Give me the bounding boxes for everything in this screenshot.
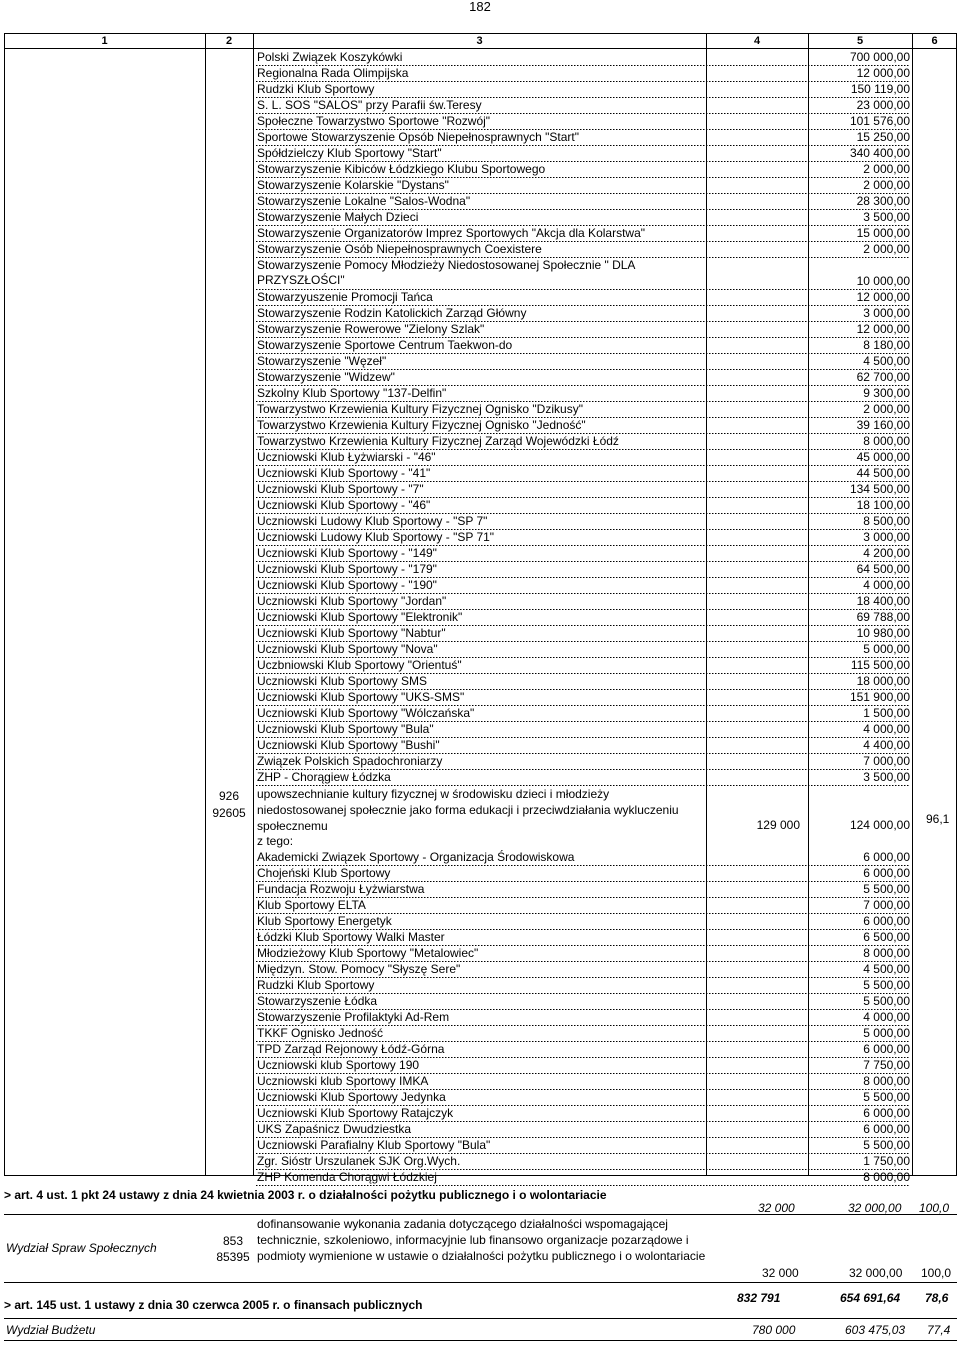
organization-name: Stowarzyszenie Lokalne "Salos-Wodna" xyxy=(257,194,471,208)
table-row xyxy=(256,450,910,466)
table-row xyxy=(256,994,910,1010)
organization-name: Stowarzyszenie "Widzew" xyxy=(257,370,395,384)
organization-name: Stowarzyszenie Małych Dzieci xyxy=(257,210,419,224)
subheader-label: z tego: xyxy=(257,834,294,848)
grant-amount: 6 000,00 xyxy=(863,1042,910,1056)
organization-name: Uczniowski Ludowy Klub Sportowy - "SP 71" xyxy=(257,530,495,544)
section-926-plan: 129 000 xyxy=(756,818,800,832)
social-description: dofinansowanie wykonania zadania dotyczącego działalności wspomagającej technicznie, szkoleniowo, informacyjnie lub finansowo organizacje pozarządowe i podmioty wymienione w ustawie o działalności pożytku publicznego i o wolontariacie xyxy=(257,1217,706,1263)
organization-name: Uczniowski Klub Sportowy - "7" xyxy=(257,482,424,496)
grant-amount: 3 000,00 xyxy=(863,306,910,320)
grant-amount: 5 500,00 xyxy=(863,1090,910,1104)
grant-amount: 101 576,00 xyxy=(849,114,910,128)
organization-name: UKS Zapaśnicz Dwudziestka xyxy=(257,1122,412,1136)
organization-name: Społeczne Towarzystwo Sportowe "Rozwój" xyxy=(257,114,491,128)
grant-amount: 4 000,00 xyxy=(863,1010,910,1024)
table-row xyxy=(256,130,910,146)
social-percent: 100,0 xyxy=(921,1266,952,1280)
organization-name: S. L. SOS "SALOS" przy Parafii św.Teresy xyxy=(257,98,482,112)
subheader-row xyxy=(256,834,910,850)
grant-amount: 28 300,00 xyxy=(856,194,910,208)
section-926-percent: 96,1 xyxy=(926,812,950,826)
grant-amount: 18 100,00 xyxy=(856,498,910,512)
social-execution: 32 000,00 xyxy=(849,1266,903,1280)
grant-amount: 18 000,00 xyxy=(856,674,910,688)
budget-percent: 77,4 xyxy=(927,1323,951,1337)
table-row xyxy=(256,482,910,498)
organization-name: ZHP Komenda Chorągwi Łódzkiej xyxy=(257,1170,437,1184)
header-divider xyxy=(4,48,957,49)
organization-name: Uczniowski klub Sportowy IMKA xyxy=(257,1074,429,1088)
grant-amount: 10 000,00 xyxy=(856,274,910,288)
grant-amount: 62 700,00 xyxy=(856,370,910,384)
organization-name: Uczniowski Klub Sportowy - "190" xyxy=(257,578,437,592)
table-row xyxy=(256,1154,910,1170)
organization-name: Stowarzyszenie Kibiców Łódzkiego Klubu Sportowego xyxy=(257,162,546,176)
grant-amount: 15 250,00 xyxy=(856,130,910,144)
organization-name: Uczniowski Ludowy Klub Sportowy - "SP 7" xyxy=(257,514,488,528)
header-col-6: 6 xyxy=(931,35,938,47)
table-row xyxy=(256,210,910,226)
grant-amount: 1 500,00 xyxy=(863,706,910,720)
table-row xyxy=(256,498,910,514)
grant-amount: 3 500,00 xyxy=(863,770,910,784)
grant-amount: 7 750,00 xyxy=(863,1058,910,1072)
organization-name: Towarzystwo Krzewienia Kultury Fizycznej Zarząd Wojewódzki Łódź xyxy=(257,434,619,448)
art145-plan: 832 791 xyxy=(737,1291,781,1305)
grant-amount: 8 180,00 xyxy=(863,338,910,352)
table-row xyxy=(256,98,910,114)
organization-name: Rudzki Klub Sportowy xyxy=(257,978,375,992)
header-col-4: 4 xyxy=(753,35,761,47)
grant-amount: 151 900,00 xyxy=(849,690,910,704)
grant-amount: 15 000,00 xyxy=(856,226,910,240)
art145-percent: 78,6 xyxy=(925,1291,949,1305)
grant-amount: 1 750,00 xyxy=(863,1154,910,1168)
table-row xyxy=(256,146,910,162)
grant-amount: 6 000,00 xyxy=(863,1122,910,1136)
organization-name: Stowarzyuszenie Promocji Tańca xyxy=(257,290,433,304)
table-row xyxy=(256,66,910,82)
organization-name: Stowarzyszenie Organizatorów Imprez Sportowych "Akcja dla Kolarstwa" xyxy=(257,226,646,240)
table-row xyxy=(256,962,910,978)
social-plan: 32 000 xyxy=(762,1266,799,1280)
organization-name: Uczniowski klub Sportowy 190 xyxy=(257,1058,420,1072)
grant-amount: 39 160,00 xyxy=(856,418,910,432)
grant-amount: 7 000,00 xyxy=(863,898,910,912)
grant-amount: 4 500,00 xyxy=(863,962,910,976)
organization-name: Uczniowski Parafialny Klub Sportowy "Bula" xyxy=(257,1138,491,1152)
organization-name: Towarzystwo Krzewienia Kultury Fizycznej Ognisko "Dzikusy" xyxy=(257,402,583,416)
header-col-1: 1 xyxy=(101,35,108,47)
organization-name: Stowarzyszenie Profilaktyki Ad-Rem xyxy=(257,1010,450,1024)
paragraph-code: 92605 xyxy=(212,806,246,820)
grant-amount: 6 000,00 xyxy=(863,1106,910,1120)
grant-amount: 5 500,00 xyxy=(863,882,910,896)
table-row xyxy=(256,642,910,658)
organization-name: Fundacja Rozwoju Łyżwiarstwa xyxy=(257,882,425,896)
grant-amount: 12 000,00 xyxy=(856,66,910,80)
table-row xyxy=(256,226,910,242)
table-row xyxy=(256,114,910,130)
table-row xyxy=(256,466,910,482)
table-row xyxy=(256,610,910,626)
grant-amount: 4 400,00 xyxy=(863,738,910,752)
organization-name: Uczniowski Klub Sportowy "Bushi" xyxy=(257,738,440,752)
grant-rows xyxy=(256,50,910,786)
organization-name: Regionalna Rada Olimpijska xyxy=(257,66,409,80)
table-row xyxy=(256,370,910,386)
table-row xyxy=(256,1042,910,1058)
organization-name: Stowarzyszenie Kolarskie "Dystans" xyxy=(257,178,449,192)
table-row xyxy=(256,514,910,530)
grant-amount: 6 000,00 xyxy=(863,866,910,880)
grant-amount: 5 000,00 xyxy=(863,1026,910,1040)
table-row xyxy=(256,1138,910,1154)
sub-rows xyxy=(256,850,910,1186)
organization-name: Spółdzielczy Klub Sportowy "Start" xyxy=(257,146,442,160)
organization-name: Uczniowski Klub Sportowy - "179" xyxy=(257,562,437,576)
section-926-description: upowszechnianie kultury fizycznej w środowisku dzieci i młodzieży niedostosowanej społecznie jako forma edukacji i przeciwdziałania wykluczeniu społecznemu xyxy=(257,787,679,833)
table-row xyxy=(256,866,910,882)
art4-execution: 32 000,00 xyxy=(848,1201,902,1215)
table-row xyxy=(256,562,910,578)
organization-name: Uczniowski Klub Sportowy "Nabtur" xyxy=(257,626,446,640)
grant-amount: 2 000,00 xyxy=(863,162,910,176)
table-row xyxy=(256,530,910,546)
organization-name: Uczniowski Klub Sportowy "Elektronik" xyxy=(257,610,463,624)
grant-amount: 3 500,00 xyxy=(863,210,910,224)
organization-name: TPD Zarząd Rejonowy Łódź-Górna xyxy=(257,1042,445,1056)
block-divider xyxy=(4,1214,957,1215)
table-row xyxy=(256,338,910,354)
organization-name: TKKF Ognisko Jedność xyxy=(257,1026,384,1040)
grant-amount: 7 000,00 xyxy=(863,754,910,768)
grant-amount: 4 000,00 xyxy=(863,722,910,736)
table-row xyxy=(256,50,910,66)
organization-name: Akademicki Związek Sportowy - Organizacja Środowiskowa xyxy=(257,850,575,864)
grant-amount: 4 000,00 xyxy=(863,578,910,592)
organization-name: Młodzieżowy Klub Sportowy "Metalowiec" xyxy=(257,946,479,960)
table-row xyxy=(256,930,910,946)
grant-amount: 9 300,00 xyxy=(863,386,910,400)
organization-name: Uczniowski Klub Sportowy Jedynka xyxy=(257,1090,446,1104)
grant-amount: 5 500,00 xyxy=(863,978,910,992)
chapter-code: 926 xyxy=(218,789,240,803)
table-row xyxy=(256,1026,910,1042)
table-row xyxy=(256,162,910,178)
grant-amount: 115 500,00 xyxy=(850,658,910,672)
grant-amount: 2 000,00 xyxy=(863,178,910,192)
organization-name: Uczniowski Klub Łyżwiarski - "46" xyxy=(257,450,436,464)
grant-amount: 700 000,00 xyxy=(849,50,910,64)
art145-title: > art. 145 ust. 1 ustawy z dnia 30 czerwca 2005 r. o finansach publicznych xyxy=(4,1298,423,1312)
grant-amount: 45 000,00 xyxy=(856,450,910,464)
table-row xyxy=(256,402,910,418)
grant-amount: 6 000,00 xyxy=(863,914,910,928)
table-row xyxy=(256,194,910,210)
grant-amount: 23 000,00 xyxy=(856,98,910,112)
grant-amount: 44 500,00 xyxy=(856,466,910,480)
table-row xyxy=(256,594,910,610)
organization-name: Stowarzyszenie Osób Niepełnosprawnych Coexistere xyxy=(257,242,542,256)
organization-name: Uczniowski Klub Sportowy - "46" xyxy=(257,498,431,512)
table-row xyxy=(256,1122,910,1138)
header-col-5: 5 xyxy=(856,35,864,47)
block-divider xyxy=(4,1340,957,1341)
grant-amount: 12 000,00 xyxy=(856,290,910,304)
organization-name: Szkolny Klub Sportowy "137-Delfin" xyxy=(257,386,447,400)
organization-name: Uczniowski Klub Sportowy "Bula" xyxy=(257,722,434,736)
organization-name: Uczniowski Klub Sportowy Ratajczyk xyxy=(257,1106,454,1120)
organization-name: Polski Związek Koszykówki xyxy=(257,50,403,64)
column-divider xyxy=(205,33,206,1176)
grant-amount: 4 500,00 xyxy=(863,354,910,368)
table-row xyxy=(256,770,910,786)
table-row xyxy=(256,434,910,450)
art4-percent: 100,0 xyxy=(919,1201,950,1215)
social-paragraph: 85395 xyxy=(216,1250,250,1264)
table-row xyxy=(256,946,910,962)
organization-name: Uczniowski Klub Sportowy - "41" xyxy=(257,466,431,480)
table-row xyxy=(256,882,910,898)
table-row xyxy=(256,82,910,98)
organization-name: Łódzki Klub Sportowy Walki Master xyxy=(257,930,445,944)
table-row xyxy=(256,546,910,562)
budget-plan: 780 000 xyxy=(752,1323,796,1337)
section-926-row xyxy=(256,786,910,834)
table-row xyxy=(256,578,910,594)
block-divider xyxy=(4,1282,957,1283)
grant-amount: 12 000,00 xyxy=(856,322,910,336)
grant-amount: 2 000,00 xyxy=(863,242,910,256)
grant-amount: 8 000,00 xyxy=(863,946,910,960)
grant-amount: 2 000,00 xyxy=(863,402,910,416)
grant-amount: 64 500,00 xyxy=(856,562,910,576)
table-row xyxy=(256,978,910,994)
table-row xyxy=(256,674,910,690)
organization-name: Uczbniowski Klub Sportowy "Orientuś" xyxy=(257,658,462,672)
table-row xyxy=(256,1058,910,1074)
organization-name: Stowarzyszenie Rodzin Katolickich Zarząd Główny xyxy=(257,306,527,320)
table-row xyxy=(256,1090,910,1106)
column-divider xyxy=(253,33,254,1176)
organization-name: Uczniowski Klub Sportowy "Wólczańska" xyxy=(257,706,475,720)
table-row xyxy=(256,626,910,642)
grant-amount: 3 000,00 xyxy=(863,530,910,544)
organization-name: Stowarzyszenie Pomocy Młodzieży Niedostosowanej Społecznie " DLA PRZYSZŁOŚCI" xyxy=(257,258,635,287)
organization-name: Stowarzyszenie Sportowe Centrum Taekwon-do xyxy=(257,338,513,352)
table-row xyxy=(256,354,910,370)
table-row xyxy=(256,306,910,322)
column-divider xyxy=(912,33,913,1176)
table-row xyxy=(256,754,910,770)
table-row xyxy=(256,738,910,754)
grant-amount: 6 000,00 xyxy=(863,850,910,864)
section-926-execution: 124 000,00 xyxy=(849,818,910,832)
organization-name: Rudzki Klub Sportowy xyxy=(257,82,375,96)
grant-amount: 5 500,00 xyxy=(863,994,910,1008)
social-department: Wydział Spraw Społecznych xyxy=(6,1241,157,1255)
table-row xyxy=(256,706,910,722)
table-row xyxy=(256,258,910,290)
grant-amount: 5 500,00 xyxy=(863,1138,910,1152)
table-row xyxy=(256,290,910,306)
header-col-2: 2 xyxy=(225,35,233,47)
table-row xyxy=(256,1074,910,1090)
table-row xyxy=(256,418,910,434)
organization-name: ZHP - Chorągiew Łódzka xyxy=(257,770,391,784)
header-col-3: 3 xyxy=(476,35,483,47)
table-row xyxy=(256,898,910,914)
art145-execution: 654 691,64 xyxy=(840,1291,901,1305)
art4-plan: 32 000 xyxy=(758,1201,795,1215)
grant-amount: 5 000,00 xyxy=(863,642,910,656)
table-row xyxy=(256,178,910,194)
organization-name: Stowarzyszenie Łódka xyxy=(257,994,378,1008)
grant-amount: 6 500,00 xyxy=(863,930,910,944)
table-row xyxy=(256,242,910,258)
organization-name: Stowarzyszenie "Węzeł" xyxy=(257,354,387,368)
organization-name: Uczniowski Klub Sportowy "UKS-SMS" xyxy=(257,690,465,704)
grant-amount: 8 000,00 xyxy=(863,1074,910,1088)
grant-amount: 18 400,00 xyxy=(856,594,910,608)
organization-name: Międzyn. Stow. Pomocy "Słyszę Sere" xyxy=(257,962,461,976)
social-chapter: 853 xyxy=(222,1234,244,1248)
grant-amount: 10 980,00 xyxy=(856,626,910,640)
grant-amount: 4 200,00 xyxy=(863,546,910,560)
grant-list xyxy=(256,50,910,1186)
table-row xyxy=(256,658,910,674)
grant-amount: 134 500,00 xyxy=(849,482,910,496)
table-row xyxy=(256,850,910,866)
grant-amount: 8 000,00 xyxy=(863,1170,910,1184)
organization-name: Związek Polskich Spadochroniarzy xyxy=(257,754,443,768)
art4-title: > art. 4 ust. 1 pkt 24 ustawy z dnia 24 kwietnia 2003 r. o działalności pożytku publicznego i o wolontariacie xyxy=(4,1188,607,1202)
organization-name: Klub Sportowy ELTA xyxy=(257,898,366,912)
organization-name: Chojeński Klub Sportowy xyxy=(257,866,391,880)
table-row xyxy=(256,1106,910,1122)
organization-name: Uczniowski Klub Sportowy SMS xyxy=(257,674,428,688)
block-divider xyxy=(4,1318,957,1319)
grant-amount: 150 119,00 xyxy=(850,82,910,96)
table-row xyxy=(256,1170,910,1186)
table-row xyxy=(256,322,910,338)
table-row xyxy=(256,690,910,706)
grant-amount: 8 000,00 xyxy=(863,434,910,448)
table-row xyxy=(256,386,910,402)
organization-name: Sportowe Stowarzyszenie Opsób Niepełnosprawnych "Start" xyxy=(257,130,580,144)
table-row xyxy=(256,722,910,738)
grant-amount: 69 788,00 xyxy=(856,610,910,624)
grant-amount: 8 500,00 xyxy=(863,514,910,528)
budget-department: Wydział Budżetu xyxy=(6,1323,96,1337)
organization-name: Klub Sportowy Energetyk xyxy=(257,914,392,928)
table-row xyxy=(256,1010,910,1026)
organization-name: Uczniowski Klub Sportowy - "149" xyxy=(257,546,437,560)
organization-name: Stowarzyszenie Rowerowe "Zielony Szlak" xyxy=(257,322,485,336)
organization-name: Towarzystwo Krzewienia Kultury Fizycznej Ognisko "Jedność" xyxy=(257,418,586,432)
page-number: 182 xyxy=(469,0,491,14)
budget-execution: 603 475,03 xyxy=(845,1323,906,1337)
organization-name: Uczniowski Klub Sportowy "Nova" xyxy=(257,642,438,656)
organization-name: Uczniowski Klub Sportowy "Jordan" xyxy=(257,594,447,608)
table-row xyxy=(256,914,910,930)
grant-amount: 340 400,00 xyxy=(849,146,910,160)
organization-name: Zgr. Sióstr Urszulanek SJK Org.Wych. xyxy=(257,1154,461,1168)
